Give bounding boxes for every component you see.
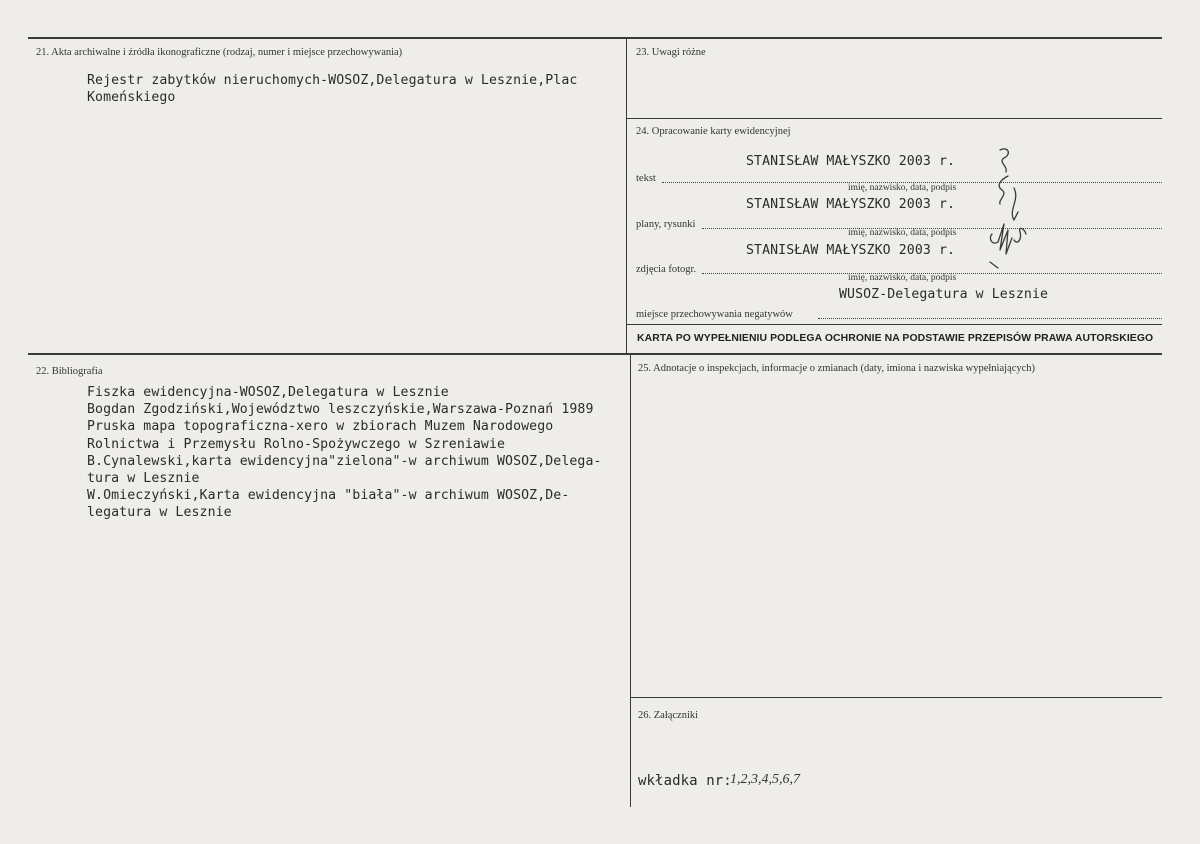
bibliography-line: Fiszka ewidencyjna-WOSOZ,Delegatura w Lesznie (87, 385, 449, 400)
attachments-handwritten: 1,2,3,4,5,6,7 (730, 772, 800, 787)
section-23-label: 23. Uwagi różne (636, 47, 706, 58)
tekst-caption: imię, nazwisko, data, podpis (848, 183, 957, 193)
vertical-divider-upper (626, 38, 627, 355)
section-22-label: 22. Bibliografia (36, 366, 103, 377)
bibliography-line: Bogdan Zgodziński,Województwo leszczyńskie,Warszawa-Poznań 1989 (87, 402, 594, 418)
section-25-label: 25. Adnotacje o inspekcjach, informacje o zmianach (daty, imiona i nazwiska wypełniających) (638, 363, 1036, 374)
plany-caption: imię, nazwisko, data, podpis (848, 228, 957, 238)
miejsce-value: WUSOZ-Delegatura w Lesznie (839, 287, 1049, 302)
signature-icon (978, 142, 1038, 272)
section-24-label: 24. Opracowanie karty ewidencyjnej (636, 126, 791, 137)
zdjecia-label: zdjęcia fotogr. (636, 264, 697, 275)
bibliography-line: Pruska mapa topograficzna-xero w zbiorach Muzem Narodowego (87, 419, 554, 435)
right-rule-26 (630, 697, 1162, 698)
middle-rule (28, 353, 1162, 355)
plany-label: plany, rysunki (636, 219, 696, 230)
section-21-label: 21. Akta archiwalne i źródła ikonograficzne (rodzaj, numer i miejsce przechowywania) (36, 47, 403, 58)
section-21-content (87, 72, 577, 106)
bibliography-line: Rolnictwa i Przemysłu Rolno-Spożywczego w Szreniawie (87, 436, 506, 452)
section-21-line: Komeńskiego (87, 90, 176, 106)
top-rule (28, 37, 1162, 39)
tekst-value: STANISŁAW MAŁYSZKO 2003 r. (746, 154, 956, 169)
bibliography-line: tura w Lesznie (87, 470, 200, 486)
plany-value: STANISŁAW MAŁYSZKO 2003 r. (746, 197, 956, 212)
bibliography-line: B.Cynalewski,karta ewidencyjna"zielona"-w archiwum WOSOZ,Delega- (87, 453, 602, 469)
copyright-notice: KARTA PO WYPEŁNIENIU PODLEGA OCHRONIE NA PODSTAWIE PRZEPISÓW PRAWA AUTORSKIEGO (637, 333, 1154, 344)
section-26-label: 26. Załączniki (638, 710, 699, 721)
tekst-label: tekst (636, 173, 656, 184)
miejsce-label: miejsce przechowywania negatywów (636, 309, 793, 320)
zdjecia-value: STANISŁAW MAŁYSZKO 2003 r. (746, 243, 956, 258)
bibliography-line: W.Omieczyński,Karta ewidencyjna "biała"-w archiwum WOSOZ,De- (87, 488, 570, 504)
section-21-line: Rejestr zabytków nieruchomych-WOSOZ,Delegatura w Lesznie,Plac (87, 73, 578, 88)
attachments-typed: wkładka nr: (638, 773, 732, 789)
bibliography-line: legatura w Lesznie (87, 505, 232, 521)
zdjecia-caption: imię, nazwisko, data, podpis (848, 273, 957, 283)
vertical-divider-lower (630, 355, 631, 807)
right-rule-23 (626, 118, 1162, 119)
miejsce-dotted-line (818, 317, 1162, 319)
right-rule-notice-top (626, 324, 1162, 325)
section-22-content (87, 384, 602, 522)
